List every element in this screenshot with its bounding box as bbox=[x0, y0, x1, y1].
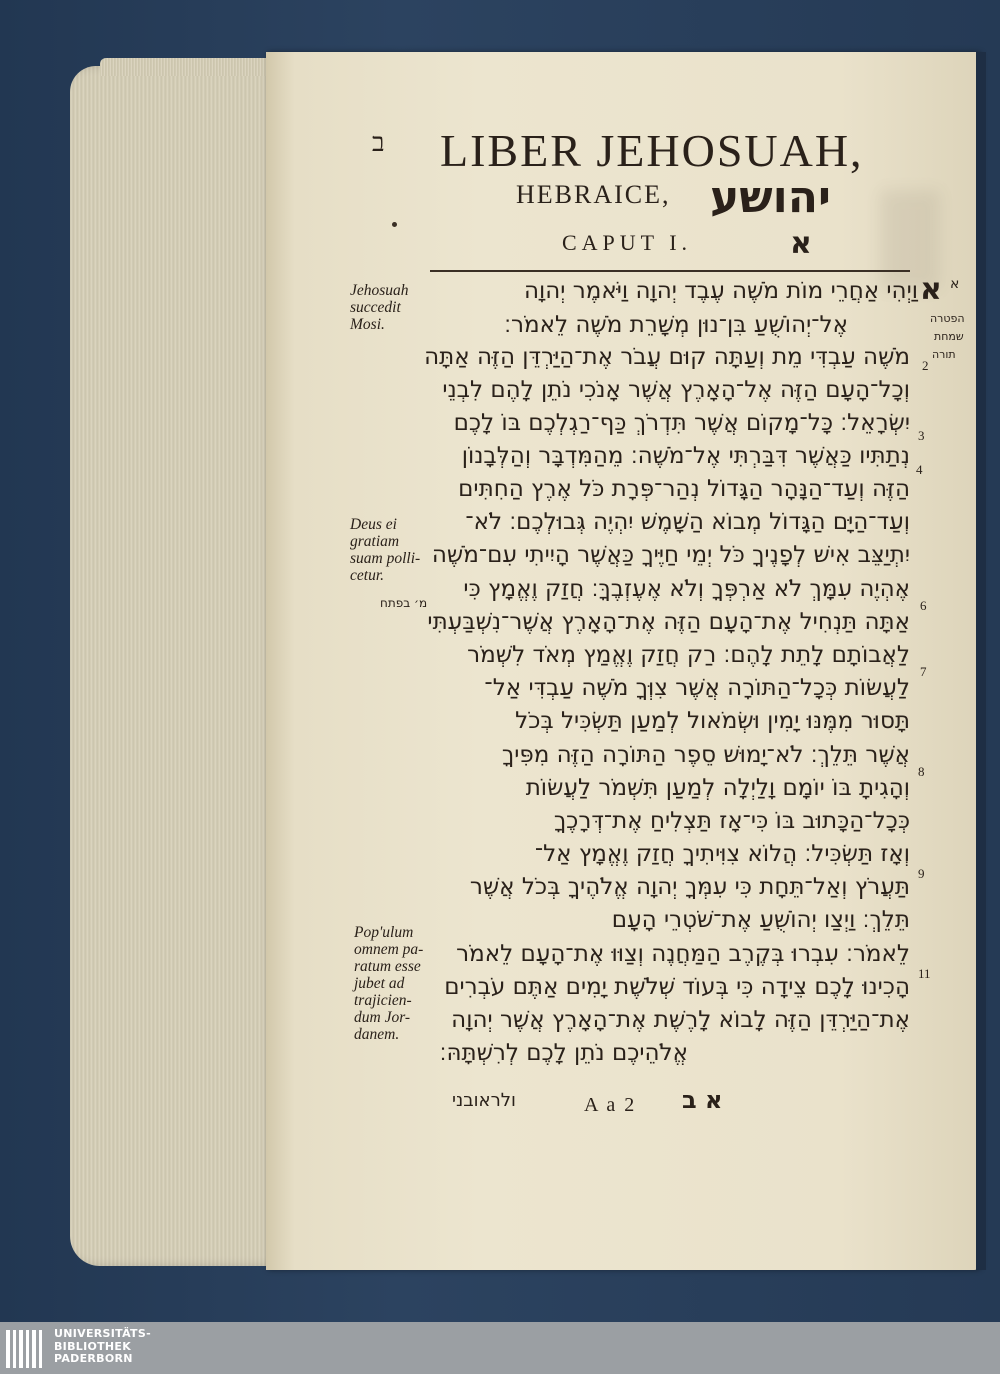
page-gutter bbox=[976, 52, 986, 1270]
text-line: כְּכָל־הַכָּתוּב בּוֹ כִּי־אָז תַּצְלִיחַ אֶת־דְּרָכֶךָ bbox=[553, 808, 910, 834]
hebrew-signature: א ב bbox=[682, 1086, 723, 1114]
margin-note-line: cetur. bbox=[350, 567, 385, 584]
page-subtitle: HEBRAICE, bbox=[516, 180, 671, 209]
text-line: וְכָל־הָעָם הַזֶּה אֶל־הָאָרֶץ אֲשֶׁר אָנֹכִי נֹתֵן לָהֶם לִבְנֵי bbox=[442, 377, 910, 403]
text-line: אֲשֶׁר תֵּלֵךְ׃ לֹא־יָמוּשׁ סֵפֶר הַתּוֹרָה הַזֶּה מִפִּיךָ bbox=[501, 742, 910, 768]
text-line: יִשְׂרָאֵל׃ כָּל־מָקוֹם אֲשֶׁר תִּדְרֹךְ כַּף־רַגְלְכֶם בּוֹ לָכֶם bbox=[453, 410, 910, 436]
haftarah-note-line: שמחת bbox=[934, 330, 964, 343]
verse-number: 11 bbox=[918, 966, 931, 981]
text-line: וְאָז תַּשְׂכִּיל׃ הֲלוֹא צִוִּיתִיךָ חֲזַק וֶאֱמָץ אַל־ bbox=[534, 841, 910, 867]
margin-note-line: trajicien- bbox=[354, 992, 412, 1009]
margin-note-line: Pop'ulum bbox=[354, 924, 414, 941]
margin-note-line: succedit bbox=[350, 299, 401, 316]
text-line: הַזֶּה וְעַד־הַנָּהָר הַגָּדוֹל נְהַר־פְּרָת כֹּל אֶרֶץ הַחִתִּים bbox=[458, 476, 910, 502]
text-line: וְעַד־הַיָּם הַגָּדוֹל מְבוֹא הַשָּׁמֶשׁ יִהְיֶה גְּבוּלְכֶם׃ לֹא־ bbox=[465, 509, 910, 535]
text-line: מֹשֶׁה עַבְדִּי מֵת וְעַתָּה קוּם עֲבֹר אֶת־הַיַּרְדֵּן הַזֶּה אַתָּה bbox=[424, 344, 910, 370]
text-line: אֶל־יְהוֹשֻׁעַ בִּן־נוּן מְשָׁרֵת מֹשֶׁה לֵאמֹר׃ bbox=[504, 312, 848, 338]
margin-note-3 bbox=[354, 924, 423, 1043]
margin-note-line: ratum esse bbox=[354, 958, 421, 975]
text-line: נְתַתִּיו כַּאֲשֶׁר דִּבַּרְתִּי אֶל־מֹשֶׁה׃ מֵהַמִּדְבָּר וְהַלְּבָנוֹן bbox=[461, 443, 910, 469]
verse-number: 7 bbox=[920, 664, 927, 679]
text-line: יִתְיַצֵּב אִישׁ לְפָנֶיךָ כֹּל יְמֵי חַיֶּיךָ כַּאֲשֶׁר הָיִיתִי עִם־מֹשֶׁה bbox=[431, 542, 910, 568]
haftarah-note-line: תורה bbox=[932, 348, 956, 361]
chapter-mark-small: א bbox=[950, 276, 960, 292]
haftarah-note-line: הפטרה bbox=[930, 312, 965, 325]
page-title: LIBER JEHOSUAH, bbox=[440, 125, 864, 176]
verse-number: 3 bbox=[918, 428, 925, 443]
text-line: אֱלֹהֵיכֶם נֹתֵן לָכֶם לְרִשְׁתָּהּ׃ bbox=[439, 1040, 688, 1066]
text-line: אַתָּה תַּנְחִיל אֶת־הָעָם הַזֶּה אֶת־הָאָרֶץ אֲשֶׁר־נִשְׁבַּעְתִּי bbox=[427, 609, 910, 635]
margin-note-hebrew: מ׳ בפתח bbox=[380, 596, 428, 610]
text-line: לַעֲשׂוֹת כְּכָל־הַתּוֹרָה אֲשֶׁר צִוְּךָ מֹשֶׁה עַבְדִּי אַל־ bbox=[484, 675, 910, 701]
margin-dot bbox=[392, 222, 397, 227]
chapter-heading: CAPUT I. bbox=[562, 230, 693, 255]
page-edges-top bbox=[100, 58, 290, 76]
hebrew-text-block bbox=[424, 278, 918, 1066]
text-line: לַאֲבוֹתָם לָתֵת לָהֶם׃ רַק חֲזַק וֶאֱמַץ מְאֹד לִשְׁמֹר bbox=[467, 642, 910, 668]
text-line: תֵּלֵךְ׃ וַיְצַו יְהוֹשֻׁעַ אֶת־שֹׁטְרֵי הָעָם bbox=[611, 907, 910, 933]
margin-note-line: Mosi. bbox=[350, 316, 385, 333]
margin-note-1 bbox=[350, 282, 409, 333]
verse-number: 9 bbox=[918, 866, 925, 881]
library-logo-text bbox=[54, 1328, 151, 1366]
folio-mark: ב bbox=[372, 128, 385, 158]
library-logo-line: UNIVERSITÄTS- bbox=[54, 1327, 151, 1340]
signature-mark: A a 2 bbox=[584, 1094, 637, 1116]
margin-note-line: suam polli- bbox=[350, 550, 421, 567]
margin-note-line: Deus ei bbox=[350, 516, 397, 533]
library-logo-line: PADERBORN bbox=[54, 1352, 133, 1365]
text-line: תַּעֲרֹץ וְאַל־תֵּחָת כִּי עִמְּךָ יְהוָה אֱלֹהֶיךָ בְּכֹל אֲשֶׁר bbox=[469, 874, 910, 900]
text-line: תָּסוּר מִמֶּנּוּ יָמִין וּשְׂמֹאול לְמַעַן תַּשְׂכִּיל בְּכֹל bbox=[515, 708, 910, 734]
library-logo-icon bbox=[6, 1330, 42, 1368]
margin-note-line: omnem pa- bbox=[354, 941, 424, 958]
library-logo-line: BIBLIOTHEK bbox=[54, 1339, 132, 1353]
catchword: ולראובני bbox=[452, 1090, 516, 1111]
chapter-mark: א bbox=[920, 272, 942, 307]
margin-note-2 bbox=[350, 516, 420, 584]
verse-number: 6 bbox=[920, 598, 927, 613]
text-line: אֶת־הַיַּרְדֵּן הַזֶּה לָבוֹא לָרֶשֶׁת אֶת־הָאָרֶץ אֲשֶׁר יְהוָה bbox=[451, 1007, 910, 1033]
margin-note-line: Jehosuah bbox=[350, 282, 409, 299]
text-line: אֶהְיֶה עִמָּךְ לֹא אַרְפְּךָ וְלֹא אֶעֶזְבֶךָּ׃ חֲזַק וֶאֱמָץ כִּי bbox=[463, 576, 910, 602]
margin-note-line: danem. bbox=[354, 1026, 400, 1043]
margin-note-line: dum Jor- bbox=[354, 1009, 411, 1026]
margin-note-line: jubet ad bbox=[354, 975, 405, 992]
margin-note-line: gratiam bbox=[350, 533, 400, 550]
page-edges bbox=[70, 66, 282, 1266]
chapter-heading-hebrew: א bbox=[790, 226, 812, 261]
verse-number: 4 bbox=[916, 462, 923, 477]
verse-number: 2 bbox=[922, 358, 929, 373]
heading-rule bbox=[430, 270, 910, 272]
verse-number: 8 bbox=[918, 764, 925, 779]
text-line: וַיְהִי אַחֲרֵי מוֹת מֹשֶׁה עֶבֶד יְהוָה וַיֹּאמֶר יְהוָה bbox=[523, 278, 918, 304]
text-line: הָכִינוּ לָכֶם צֵידָה כִּי בְּעוֹד שְׁלֹשֶׁת יָמִים אַתֶּם עֹבְרִים bbox=[444, 974, 910, 1000]
text-line: וְהָגִיתָ בּוֹ יוֹמָם וָלַיְלָה לְמַעַן תִּשְׁמֹר לַעֲשׂוֹת bbox=[525, 775, 910, 801]
page-subtitle-hebrew: יהושע bbox=[710, 172, 831, 223]
text-line: לֵאמֹר׃ עִבְרוּ בְּקֶרֶב הַמַּחֲנֶה וְצַוּוּ אֶת־הָעָם לֵאמֹר bbox=[456, 941, 910, 967]
